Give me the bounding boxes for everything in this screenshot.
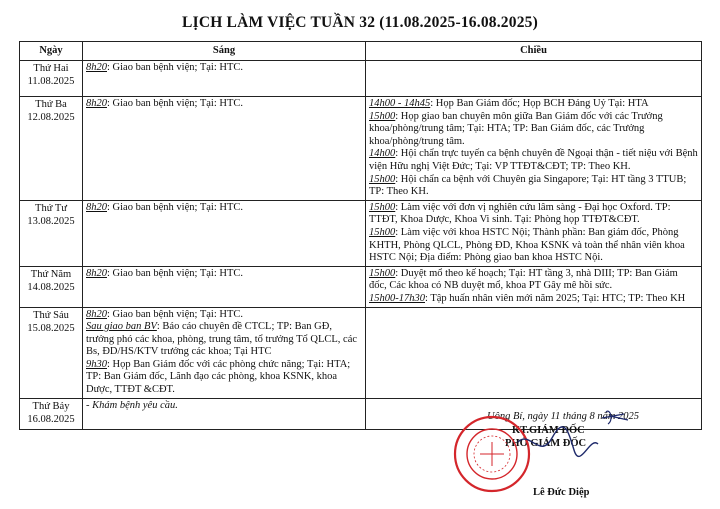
entry-text: : Hội chẩn ca bệnh với Chuyên gia Singapore; Tại: HT tầng 3 TTUB; TP: Theo KH.: [369, 173, 687, 198]
stamp-cross: [480, 442, 504, 466]
day-name: Thứ Sáu: [33, 309, 69, 321]
schedule-entry: [86, 321, 362, 359]
day-cell: [20, 266, 83, 307]
entry-time: 15h00-17h30: [369, 292, 425, 304]
day-date: 14.08.2025: [27, 281, 75, 293]
entry-text: : Báo cáo chuyên đề CTCL; TP: Ban GĐ, trưởng phó các khoa, phòng, trung tâm, tổ trưởng Tổ QLCL, các Bs, ĐD/HS/KTV trưởng các khoa; Tại HTC: [86, 321, 358, 358]
schedule-entry: [86, 359, 362, 397]
entry-text: : Giao ban bệnh viện; Tại: HTC.: [107, 98, 243, 109]
entry-time: 8h20: [86, 308, 107, 320]
morning-cell: [83, 398, 366, 429]
entry-text: : Làm việc với khoa HSTC Nội; Thành phần: Ban giám đốc, Phòng KHTH, Phòng QLCL, Phòng ĐD, Khoa KSNK và toàn thể nhân viên khoa HSTC Nội; Địa điểm: Phòng giao ban khoa HSTC Nội.: [369, 226, 685, 264]
entry-text: : Họp Ban Giám đốc với các phòng chức năng; Tại: HTA; TP: Ban Giám đốc, Lãnh đạo các phòng, khoa KSNK, khoa Dược, TTĐT &CĐT.: [86, 358, 351, 396]
schedule-entry: [86, 202, 362, 215]
day-cell: [20, 61, 83, 97]
header-row: [20, 42, 702, 61]
morning-cell: [83, 200, 366, 266]
entry-text: : Giao ban bệnh viện; Tại: HTC.: [107, 62, 243, 73]
handwritten-signature: [510, 400, 630, 480]
entry-time: 15h00: [369, 201, 396, 213]
schedule-entry: [369, 202, 698, 227]
entry-time: Sau giao ban BV: [86, 321, 157, 333]
entry-text: : Họp Ban Giám đốc; Họp BCH Đảng Uỷ Tại: HTA: [430, 98, 649, 109]
signature-role-deputy: KT.GIÁM ĐỐC: [512, 425, 585, 436]
entry-time: 8h20: [86, 98, 107, 109]
signature-location-date: Uông Bí, ngày 11 tháng 8 năm 2025: [487, 411, 640, 422]
day-cell: [20, 398, 83, 429]
day-cell: [20, 97, 83, 201]
header-day: Ngày: [20, 42, 83, 61]
day-name: Thứ Hai: [33, 63, 69, 74]
day-cell: [20, 200, 83, 266]
entry-text: : Tập huấn nhân viên mới năm 2025; Tại: HTC; TP: Theo KH: [425, 292, 686, 304]
entry-time: 14h00 - 14h45: [369, 98, 431, 109]
schedule-entry: [369, 148, 698, 173]
day-date: 15.08.2025: [27, 322, 75, 334]
day-row: [20, 200, 702, 266]
schedule-entry: [86, 98, 362, 111]
entry-text: : Họp giao ban chuyên môn giữa Ban Giám đốc với các Trưởng khoa/phòng/trung tâm; Tại: HTA; TP: Ban Giám đốc, các Trưởng khoa/phòng/trung tâm.: [369, 110, 663, 147]
day-date: 16.08.2025: [27, 413, 75, 425]
signature-role-title: PHÓ GIÁM ĐỐC: [505, 438, 587, 449]
signature-stroke-initial: [602, 411, 628, 424]
afternoon-cell: [366, 266, 702, 307]
entry-text: : Giao ban bệnh viện; Tại: HTC.: [107, 201, 243, 213]
afternoon-cell: [366, 307, 702, 398]
afternoon-cell: [366, 200, 702, 266]
schedule-entry: [86, 309, 362, 322]
schedule-table: [19, 41, 702, 430]
entry-time: 8h20: [86, 62, 107, 73]
day-row: [20, 97, 702, 201]
signature-stroke-main: [518, 427, 598, 457]
day-cell: [20, 307, 83, 398]
morning-cell: [83, 61, 366, 97]
schedule-entry: [369, 227, 698, 265]
day-name: Thứ Tư: [35, 202, 67, 214]
entry-time: 15h00: [369, 110, 396, 122]
afternoon-cell: [366, 61, 702, 97]
page-title: LỊCH LÀM VIỆC TUẦN 32 (11.08.2025-16.08.2025): [182, 14, 538, 31]
header-morning: Sáng: [83, 42, 366, 61]
schedule-entry: [86, 268, 362, 281]
entry-text: : Hội chẩn trực tuyến ca bệnh chuyên đề Ngoại thận - tiết niệu với Bệnh viện Hữu nghị Việt Đức; Tại: VP TTĐT&CĐT; TP: Theo KH.: [369, 148, 698, 172]
entry-time: 15h00: [369, 173, 396, 185]
schedule-entry: [86, 400, 362, 413]
day-row: [20, 307, 702, 398]
day-date: 13.08.2025: [27, 215, 75, 227]
schedule-entry: [369, 293, 698, 306]
entry-text: : Duyệt mổ theo kế hoạch; Tại: HT tầng 3, nhà DIII; TP: Ban Giám đốc, Các khoa có NB duyệt mổ, khoa PT Gây mê hồi sức.: [369, 267, 678, 292]
morning-cell: [83, 266, 366, 307]
entry-time: 15h00: [369, 267, 396, 279]
day-row: [20, 266, 702, 307]
afternoon-cell: [366, 97, 702, 201]
entry-text: : Giao ban bệnh viện; Tại: HTC.: [107, 308, 243, 320]
signer-name: Lê Đức Diệp: [533, 487, 590, 498]
entry-time: 15h00: [369, 226, 396, 238]
day-row: [20, 61, 702, 97]
day-name: Thứ Năm: [30, 268, 72, 280]
entry-time: 8h20: [86, 267, 107, 279]
schedule-entry: [86, 62, 362, 75]
entry-text: : Làm việc với đơn vị nghiên cứu lâm sàng - Đại học Oxford. TP: TTĐT, Khoa Dược, Khoa Vi sinh. Tại: Phòng họp TTĐT&CĐT.: [369, 201, 671, 226]
morning-cell: [83, 307, 366, 398]
day-date: 11.08.2025: [27, 76, 75, 87]
schedule-entry: [369, 111, 698, 149]
day-name: Thứ Ba: [35, 99, 67, 110]
entry-time: 14h00: [369, 148, 396, 160]
schedule-entry: [369, 98, 698, 111]
entry-time: 8h20: [86, 201, 107, 213]
schedule-entry: [369, 174, 698, 199]
entry-text: - Khám bệnh yêu cầu.: [86, 399, 178, 411]
day-name: Thứ Bảy: [32, 400, 70, 412]
entry-text: : Giao ban bệnh viện; Tại: HTC.: [107, 267, 243, 279]
schedule-entry: [369, 268, 698, 293]
day-date: 12.08.2025: [27, 112, 75, 123]
morning-cell: [83, 97, 366, 201]
header-afternoon: Chiều: [366, 42, 702, 61]
entry-time: 9h30: [86, 358, 107, 370]
